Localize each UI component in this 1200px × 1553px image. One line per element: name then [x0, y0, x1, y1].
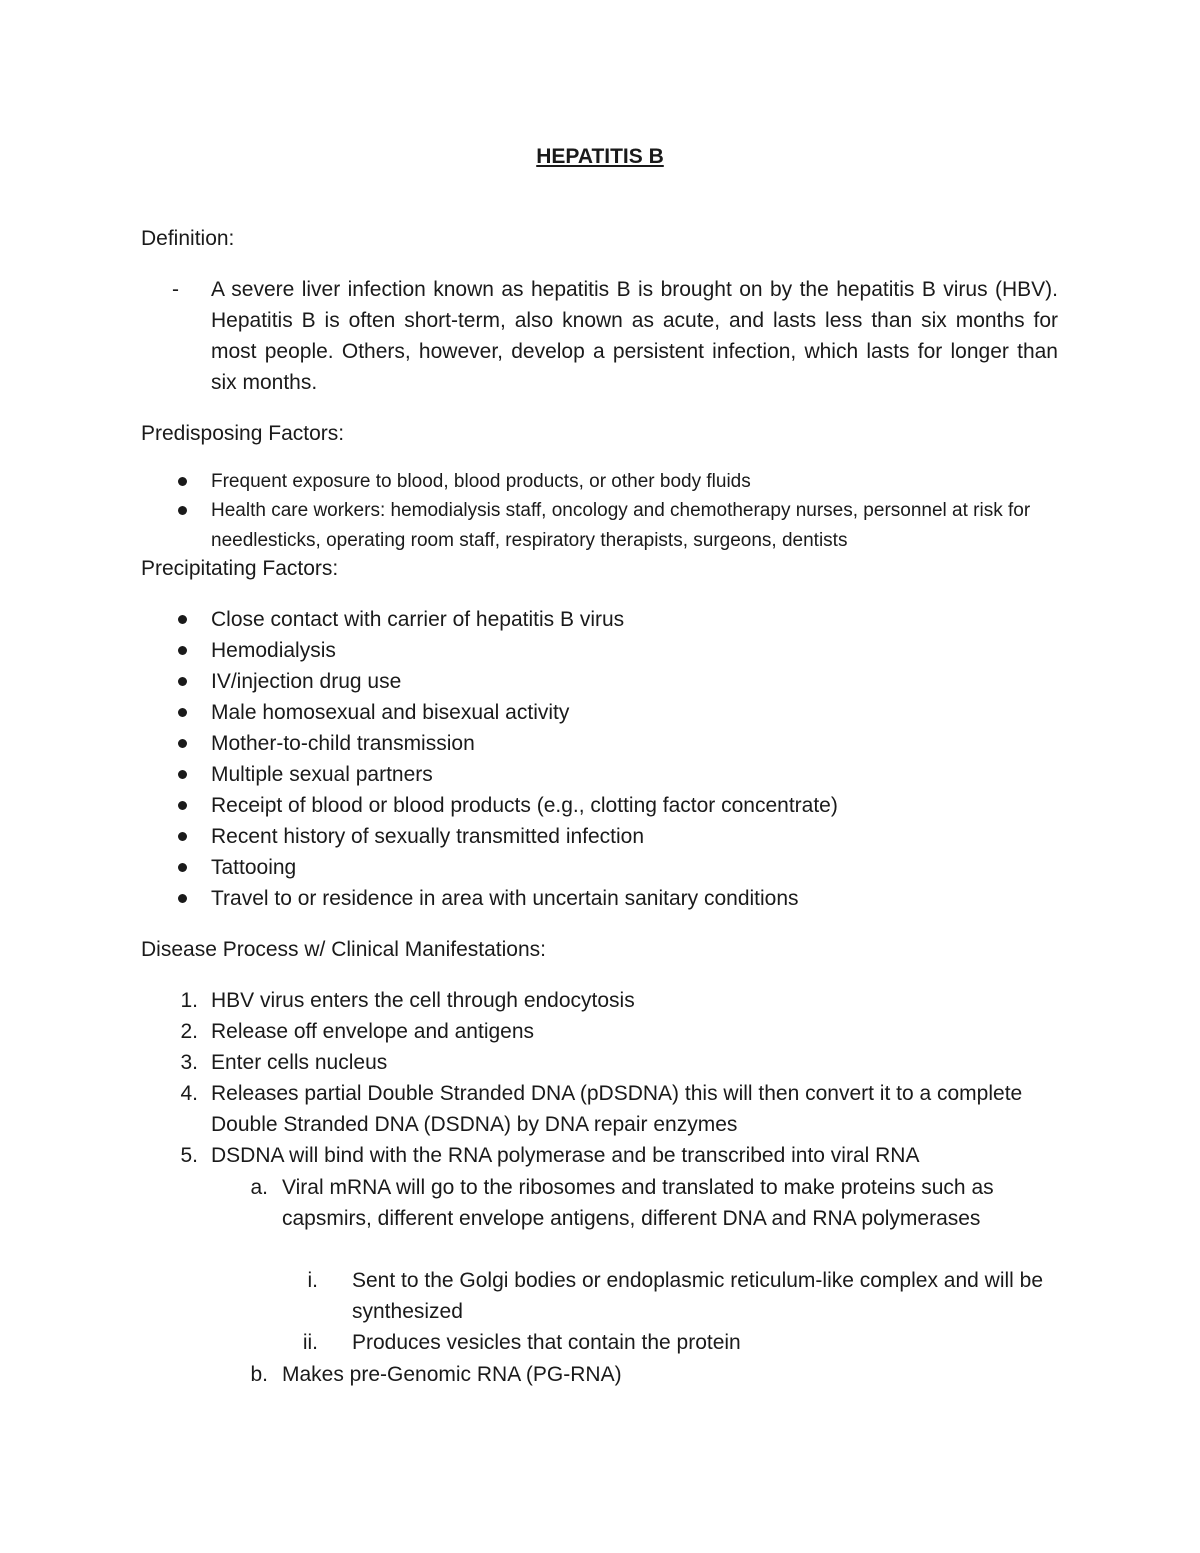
- bullet-icon: [178, 739, 187, 748]
- bullet-icon: [178, 506, 187, 515]
- bullet-icon: [178, 894, 187, 903]
- sub-sub-step-text: Sent to the Golgi bodies or endoplasmic reticulum-like complex and will be synthesized: [352, 1269, 1044, 1323]
- bullet-icon: [178, 801, 187, 810]
- sub-sub-step-text: Produces vesicles that contain the protein: [352, 1331, 741, 1354]
- precipitating-item-text: Multiple sexual partners: [211, 763, 433, 786]
- definition-text: A severe liver infection known as hepatitis B is brought on by the hepatitis B virus (HBV). Hepatitis B is often short-term, also known as acute, and lasts less than six months for most people. Others, however, develop a persistent infection, which lasts for longer than six months.: [211, 278, 1058, 394]
- predisposing-item-text: Health care workers: hemodialysis staff, oncology and chemotherapy nurses, personnel at risk for needlesticks, operating room staff, respiratory therapists, surgeons, dentists: [211, 500, 1031, 551]
- step-number: 5.: [180, 1144, 198, 1167]
- dash-marker: -: [172, 278, 179, 301]
- sub-step-letter: b.: [250, 1363, 268, 1386]
- bullet-icon: [178, 615, 187, 624]
- step-number: 2.: [180, 1020, 198, 1043]
- step-number: 1.: [180, 989, 198, 1012]
- sub-step-text: Makes pre-Genomic RNA (PG-RNA): [282, 1363, 622, 1386]
- precipitating-item-text: IV/injection drug use: [211, 670, 402, 693]
- predisposing-item-text: Frequent exposure to blood, blood products, or other body fluids: [211, 471, 751, 492]
- disease-process-heading: Disease Process w/ Clinical Manifestations:: [141, 938, 546, 961]
- step-text: Enter cells nucleus: [211, 1051, 388, 1074]
- step-number: 4.: [180, 1082, 198, 1105]
- precipitating-heading: Precipitating Factors:: [141, 557, 339, 580]
- definition-heading: Definition:: [141, 227, 235, 250]
- sub-sub-step-numeral: ii.: [302, 1331, 318, 1354]
- page-title: HEPATITIS B: [536, 145, 664, 168]
- step-text: HBV virus enters the cell through endocytosis: [211, 989, 635, 1012]
- step-text: DSDNA will bind with the RNA polymerase and be transcribed into viral RNA: [211, 1144, 920, 1167]
- bullet-icon: [178, 477, 187, 486]
- precipitating-item-text: Travel to or residence in area with uncertain sanitary conditions: [211, 887, 799, 910]
- bullet-icon: [178, 677, 187, 686]
- step-text: Release off envelope and antigens: [211, 1020, 535, 1043]
- predisposing-heading: Predisposing Factors:: [141, 422, 345, 445]
- precipitating-item-text: Receipt of blood or blood products (e.g., clotting factor concentrate): [211, 794, 838, 817]
- bullet-icon: [178, 770, 187, 779]
- step-number: 3.: [180, 1051, 198, 1074]
- precipitating-item-text: Hemodialysis: [211, 639, 336, 662]
- sub-sub-step-numeral: i.: [307, 1269, 318, 1292]
- precipitating-item-text: Close contact with carrier of hepatitis B virus: [211, 608, 625, 631]
- sub-step-text: Viral mRNA will go to the ribosomes and translated to make proteins such as capsmirs, different envelope antigens, different DNA and RNA polymerases: [282, 1176, 994, 1230]
- bullet-icon: [178, 863, 187, 872]
- precipitating-item-text: Tattooing: [211, 856, 297, 879]
- bullet-icon: [178, 832, 187, 841]
- precipitating-item-text: Recent history of sexually transmitted infection: [211, 825, 645, 848]
- precipitating-item-text: Male homosexual and bisexual activity: [211, 701, 570, 724]
- bullet-icon: [178, 708, 187, 717]
- bullet-icon: [178, 646, 187, 655]
- step-text: Releases partial Double Stranded DNA (pDSDNA) this will then convert it to a complete Double Stranded DNA (DSDNA) by DNA repair enzymes: [211, 1082, 1023, 1136]
- precipitating-item-text: Mother-to-child transmission: [211, 732, 475, 755]
- sub-step-letter: a.: [250, 1176, 268, 1199]
